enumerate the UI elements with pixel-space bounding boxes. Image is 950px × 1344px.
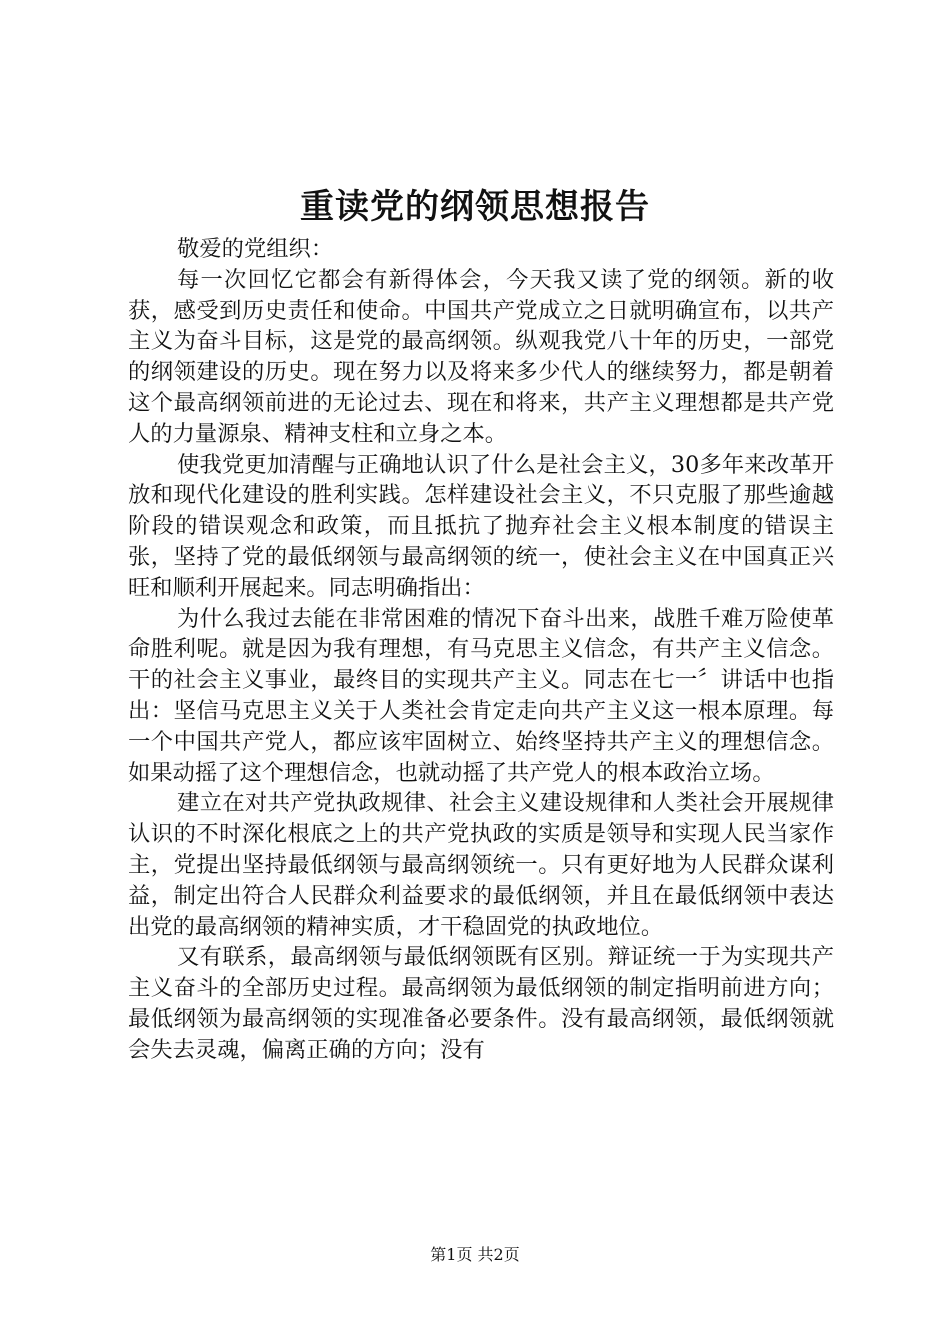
paragraph: 又有联系，最高纲领与最低纲领既有区别。辩证统一于为实现共产主义奋斗的全部历史过程。最高纲领为最低纲领的制定指明前进方向；最低纲领为最高纲领的实现准备必要条件。没有最高纲领，最低纲领就会失去灵魂，偏离正确的方向；没有 — [128, 944, 834, 1063]
salutation: 敬爱的党组织： — [177, 236, 334, 262]
paragraph: 每一次回忆它都会有新得体会，今天我又读了党的纲领。新的收获，感受到历史责任和使命。中国共产党成立之日就明确宣布，以共产主义为奋斗目标，这是党的最高纲领。纵观我党八十年的历史，一部党的纲领建设的历史。现在努力以及将来多少代人的继续努力，都是朝着这个最高纲领前进的无论过去、现在和将来，共产主义理想都是共产党人的力量源泉、精神支柱和立身之本。 — [128, 266, 834, 447]
paragraph: 使我党更加清醒与正确地认识了什么是社会主义，30多年来改革开放和现代化建设的胜利实践。怎样建设社会主义，不只克服了那些逾越阶段的错误观念和政策，而且抵抗了抛弃社会主义根本制度的错误主张，坚持了党的最低纲领与最高纲领的统一，使社会主义在中国真正兴旺和顺利开展起来。同志明确指出： — [128, 451, 834, 601]
paragraph: 建立在对共产党执政规律、社会主义建设规律和人类社会开展规律认识的不时深化根底之上的共产党执政的实质是领导和实现人民当家作主，党提出坚持最低纲领与最高纲领统一。只有更好地为人民群众谋利益，制定出符合人民群众利益要求的最低纲领，并且在最低纲领中表达出党的最高纲领的精神实质，才干稳固党的执政地位。 — [128, 790, 834, 940]
page-number-footer: 第1页 共2页 — [430, 1245, 520, 1264]
document-title: 重读党的纲领思想报告 — [300, 187, 650, 227]
paragraph: 为什么我过去能在非常困难的情况下奋斗出来，战胜千难万险使革命胜利呢。就是因为我有理想，有马克思主义信念，有共产主义信念。干的社会主义事业，最终目的实现共产主义。同志在七一〞讲话中也指出：坚信马克思主义关于人类社会肯定走向共产主义这一根本原理。每一个中国共产党人，都应该牢固树立、始终坚持共产主义的理想信念。如果动摇了这个理想信念，也就动摇了共产党人的根本政治立场。 — [128, 605, 834, 786]
document-body — [128, 234, 834, 1066]
